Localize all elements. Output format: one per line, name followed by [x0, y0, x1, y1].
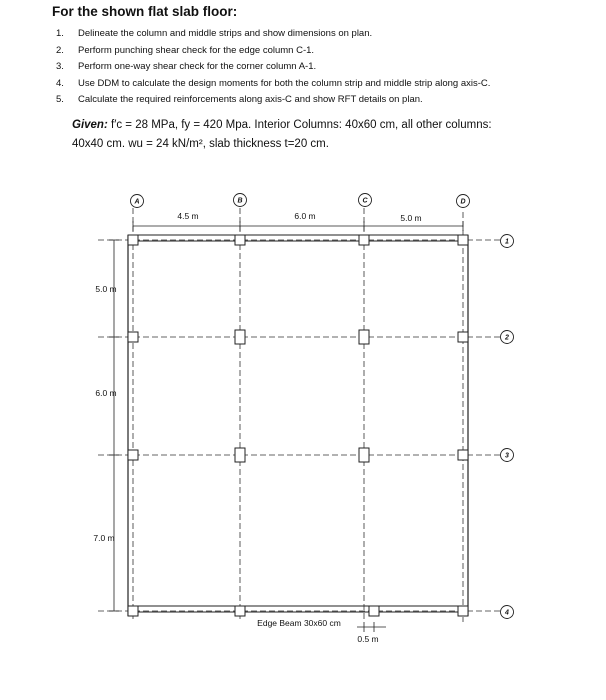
grid-letter-C: C: [362, 197, 368, 205]
column-A1: [128, 235, 138, 245]
vertical-grid-lines: [133, 208, 463, 622]
column-D2: [458, 332, 468, 342]
task-item: 2. Perform punching shear check for the edge column C-1.: [56, 44, 315, 56]
edge-beams: [128, 235, 468, 612]
task-item: 1. Delineate the column and middle strips and show dimensions on plan.: [56, 28, 373, 39]
page-title: For the shown flat slab floor:: [52, 4, 238, 19]
column-D4: [458, 606, 468, 616]
given-line-2: 40x40 cm. wu = 24 kN/m², slab thickness t=20 cm.: [72, 138, 329, 150]
column-B2: [235, 330, 245, 344]
grid-letter-D: D: [460, 198, 466, 206]
grid-number-1: 1: [505, 238, 509, 246]
span-label-34: 7.0 m: [93, 533, 115, 543]
grid-letter-A: A: [134, 198, 140, 206]
column-A4: [128, 606, 138, 616]
grid-number-3: 3: [505, 452, 509, 460]
span-label-CD: 5.0 m: [400, 213, 422, 223]
column-B4: [235, 606, 245, 616]
grid-letter-B: B: [237, 197, 243, 205]
column-A2: [128, 332, 138, 342]
column-C4: [369, 606, 379, 616]
column-D3: [458, 450, 468, 460]
column-C3: [359, 448, 369, 462]
task-item: 5. Calculate the required reinforcements along axis-C and show RFT details on plan.: [56, 94, 423, 105]
grid-letter-bubbles: [131, 194, 470, 208]
columns: [128, 235, 468, 616]
grid-number-2: 2: [505, 334, 509, 342]
slab-outline: [128, 235, 468, 616]
given-line-1: Given: f′c = 28 MPa, fy = 420 Mpa. Interior Columns: 40x60 cm, all other columns:: [72, 119, 492, 131]
grid-number-bubbles: [501, 235, 514, 619]
task-item: 4. Use DDM to calculate the design moments for both the column strip and middle strip along axis-C.: [56, 77, 491, 89]
grid-number-4: 4: [505, 609, 509, 617]
left-dimension-line: [109, 240, 119, 611]
edge-beam-label: Edge Beam 30x60 cm: [257, 618, 341, 628]
task-item: 3. Perform one-way shear check for the corner column A-1.: [56, 61, 317, 72]
cantilever-label: 0.5 m: [357, 634, 379, 644]
span-label-23: 6.0 m: [95, 388, 117, 398]
column-C1: [359, 235, 369, 245]
cantilever-dimension: [357, 622, 386, 632]
column-D1: [458, 235, 468, 245]
span-label-AB: 4.5 m: [177, 211, 199, 221]
span-label-BC: 6.0 m: [294, 211, 316, 221]
column-B1: [235, 235, 245, 245]
span-label-12: 5.0 m: [95, 284, 117, 294]
column-B3: [235, 448, 245, 462]
horizontal-grid-lines: [98, 240, 500, 611]
column-C2: [359, 330, 369, 344]
column-A3: [128, 450, 138, 460]
